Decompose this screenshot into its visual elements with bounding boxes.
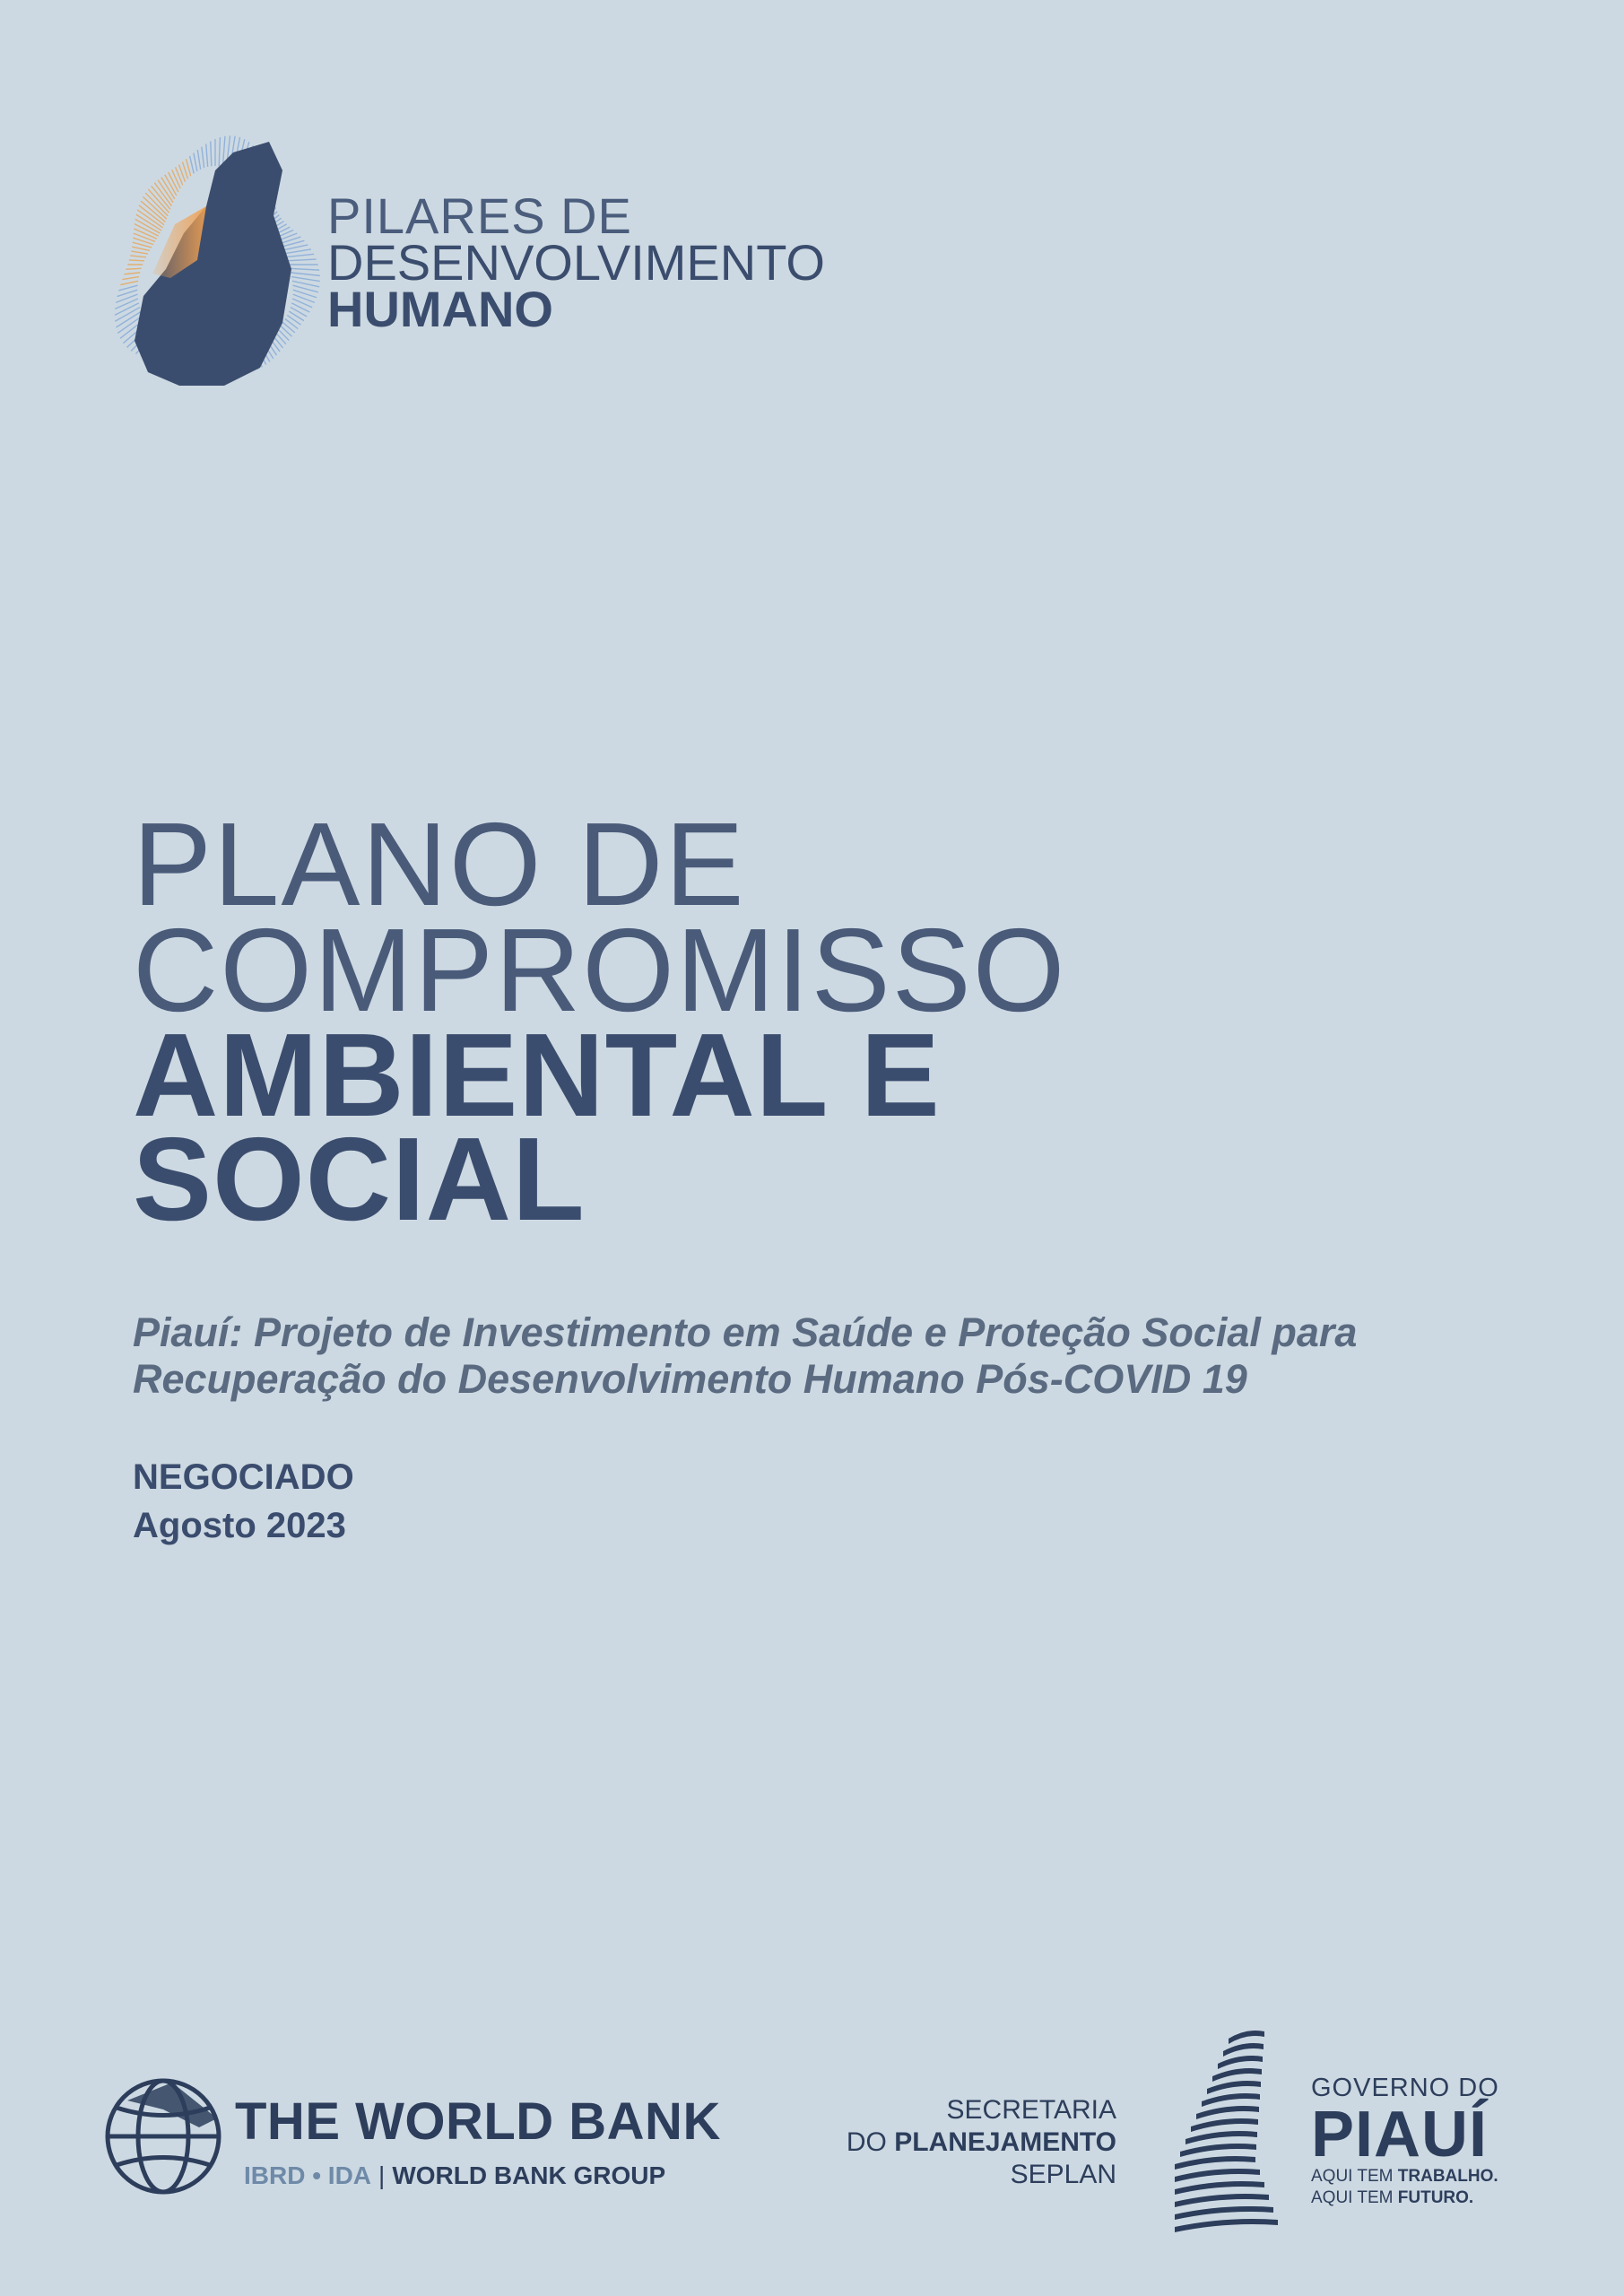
world-bank-subtitle: IBRD • IDA | WORLD BANK GROUP: [244, 2161, 666, 2189]
seplan-line-2-bold: PLANEJAMENTO: [894, 2127, 1116, 2157]
piaui-tagline-2: [1311, 2187, 1517, 2209]
title-line-2: COMPROMISSO: [133, 904, 1067, 1036]
tagline-2-bold: FUTURO.: [1397, 2188, 1474, 2207]
logo-line-pilares: PILARES DE: [327, 187, 632, 244]
status-date: Agosto 2023: [133, 1506, 346, 1545]
world-bank-group-label: WORLD BANK GROUP: [392, 2161, 666, 2189]
seplan-line-1: SECRETARIA: [946, 2095, 1116, 2125]
page-title: [133, 798, 1532, 1245]
seplan-line-2: [807, 2126, 1116, 2159]
pilares-logo: [90, 117, 843, 413]
status-label: NEGOCIADO: [133, 1457, 354, 1497]
title-line-3: AMBIENTAL E: [133, 1009, 941, 1141]
subtitle-line-2: Recuperação do Desenvolvimento Humano Pós-COVID 19: [133, 1356, 1247, 1402]
seplan-line-2-prefix: DO: [846, 2127, 887, 2157]
piaui-label: PIAUÍ: [1311, 2099, 1489, 2170]
world-bank-name: THE WORLD BANK: [235, 2092, 721, 2151]
logo-line-humano: HUMANO: [327, 281, 553, 337]
world-bank-logo: [100, 2072, 728, 2206]
piaui-stripes-icon: [1157, 2022, 1300, 2238]
document-status: [133, 1453, 354, 1550]
seplan-logo: [807, 2094, 1116, 2191]
governo-do-label: GOVERNO DO: [1311, 2074, 1499, 2102]
logo-line-desenvolvimento: DESENVOLVIMENTO: [327, 234, 825, 291]
subtitle-line-1: Piauí: Projeto de Investimento em Saúde e Proteção Social para: [133, 1309, 1358, 1355]
project-subtitle: [133, 1309, 1585, 1403]
tagline-1-prefix: AQUI TEM: [1311, 2167, 1394, 2186]
seplan-line-3: SEPLAN: [1010, 2160, 1116, 2189]
piaui-map-icon: [90, 117, 323, 413]
tagline-2-prefix: AQUI TEM: [1311, 2188, 1394, 2207]
ibrd-ida-label: IBRD • IDA: [244, 2161, 372, 2189]
tagline-1-bold: TRABALHO.: [1397, 2167, 1498, 2186]
title-line-1: PLANO DE: [133, 798, 746, 930]
piaui-tagline-1: [1311, 2166, 1517, 2187]
title-line-4: SOCIAL: [133, 1113, 586, 1245]
governo-piaui-logo: [1311, 2074, 1517, 2209]
globe-icon: [100, 2074, 226, 2199]
